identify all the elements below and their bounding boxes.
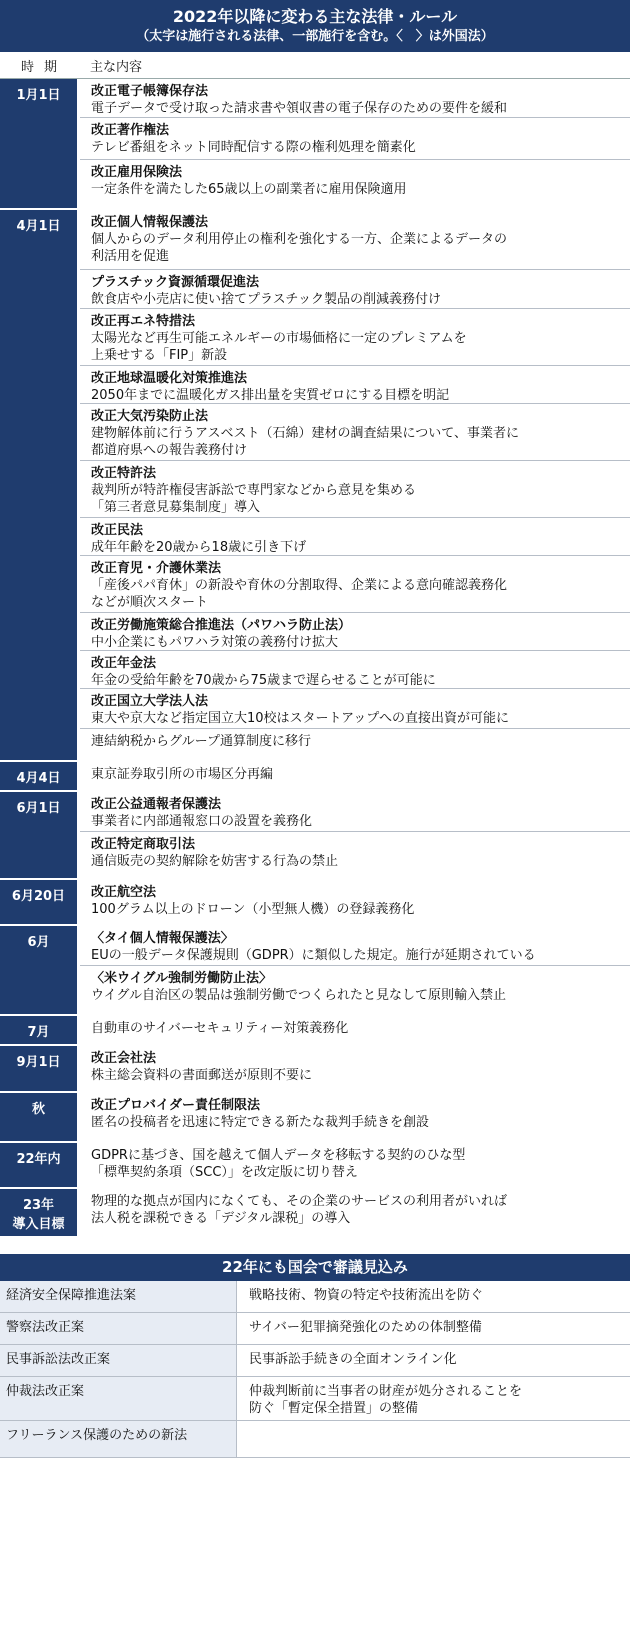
law-name: プラスチック資源循環促進法 <box>91 275 259 290</box>
law-description: 匿名の投稿者を迅速に特定できる新たな裁判手続きを創設 <box>91 1115 430 1130</box>
column-header-date: 時期 <box>20 59 67 75</box>
law-entry <box>80 1189 630 1236</box>
law-entry <box>80 651 630 689</box>
law-entry <box>80 966 630 1014</box>
law-name: 改正特定商取引法 <box>91 837 196 852</box>
law-name: 改正雇用保険法 <box>91 165 183 180</box>
law-description: GDPRに基づき、国を越えて個人データを移転する契約のひな型 「標準契約条項（SCC）」を改定版に切り替え <box>91 1148 466 1180</box>
bill-purpose: サイバー犯罪摘発強化のための体制整備 <box>249 1320 482 1335</box>
law-description: 東大や京大など指定国立大10校はスタートアップへの直接出資が可能に <box>91 711 509 726</box>
entry-list <box>80 1016 630 1044</box>
date-group <box>0 1143 630 1189</box>
date-label: 6月20日 <box>0 880 77 924</box>
law-name: 改正国立大学法人法 <box>91 694 209 709</box>
bill-row <box>0 1421 630 1458</box>
page-title: 2022年以降に変わる主な法律・ルール <box>172 7 458 26</box>
entry-list <box>80 1046 630 1091</box>
law-description: 飲食店や小売店に使い捨てプラスチック製品の削減義務付け <box>91 292 441 307</box>
law-entry <box>80 79 630 118</box>
law-name: 改正地球温暖化対策推進法 <box>91 371 248 386</box>
date-group <box>0 1189 630 1238</box>
date-group <box>0 210 630 762</box>
law-description: 個人からのデータ利用停止の権利を強化する一方、企業によるデータの 利活用を促進 <box>91 232 508 264</box>
law-entry <box>80 729 630 760</box>
law-description: EUの一般データ保護規則（GDPR）に類似した規定。施行が延期されている <box>91 948 536 963</box>
bill-purpose: 戦略技術、物資の特定や技術流出を防ぐ <box>249 1288 484 1303</box>
law-entry <box>80 832 630 878</box>
date-label: 6月1日 <box>0 792 77 878</box>
title-banner <box>0 0 630 52</box>
entry-list <box>80 1093 630 1141</box>
law-description: テレビ番組をネット同時配信する際の権利処理を簡素化 <box>91 140 416 155</box>
date-group <box>0 926 630 1016</box>
law-entry <box>80 1046 630 1091</box>
law-description: 「産後パパ育休」の新設や育休の分割取得、企業による意向確認義務化 などが順次スタート <box>91 578 508 610</box>
bill-name: 警察法改正案 <box>0 1313 237 1344</box>
entry-list <box>80 926 630 1014</box>
law-description: 連結納税からグループ通算制度に移行 <box>91 734 311 749</box>
law-description: 電子データで受け取った請求書や領収書の電子保存のための要件を緩和 <box>91 101 508 116</box>
law-entry <box>80 309 630 366</box>
date-group <box>0 1093 630 1143</box>
date-group <box>0 1046 630 1093</box>
entry-list <box>80 79 630 208</box>
law-name: 改正著作権法 <box>91 123 170 138</box>
bills-table <box>0 1281 630 1458</box>
date-group <box>0 1016 630 1046</box>
entry-list <box>80 792 630 878</box>
bill-name: 経済安全保障推進法案 <box>0 1281 237 1312</box>
entry-list <box>80 1143 630 1187</box>
bills-title: 22年にも国会で審議見込み <box>0 1254 630 1281</box>
law-entry <box>80 1143 630 1187</box>
law-entry <box>80 613 630 651</box>
law-name: 改正会社法 <box>91 1051 157 1066</box>
date-label: 23年 導入目標 <box>0 1189 77 1236</box>
law-description: 中小企業にもパワハラ対策の義務付け拡大 <box>91 635 339 650</box>
law-description: 100グラム以上のドローン（小型無人機）の登録義務化 <box>91 902 415 917</box>
page-subtitle: （太字は施行される法律、一部施行を含む。〈 〉は外国法） <box>136 29 494 44</box>
bill-name: フリーランス保護のための新法 <box>0 1421 237 1457</box>
law-name: 改正プロバイダー責任制限法 <box>91 1098 261 1113</box>
law-entry <box>80 404 630 461</box>
law-name: 改正個人情報保護法 <box>91 215 209 230</box>
law-description: 株主総会資料の書面郵送が原則不要に <box>91 1068 313 1083</box>
bill-purpose: 仲裁判断前に当事者の財産が処分されることを 防ぐ「暫定保全措置」の整備 <box>249 1384 523 1416</box>
date-label: 9月1日 <box>0 1046 77 1091</box>
law-name: 改正航空法 <box>91 885 157 900</box>
law-name: 改正大気汚染防止法 <box>91 409 209 424</box>
law-name: 改正労働施策総合推進法（パワハラ防止法） <box>91 618 352 633</box>
law-description: 建物解体前に行うアスベスト（石綿）建材の調査結果について、事業者に 都道府県への報告義務付け <box>91 426 519 458</box>
bill-purpose: 民事訴訟手続きの全面オンライン化 <box>249 1352 457 1367</box>
law-entry <box>80 270 630 309</box>
law-description: ウイグル自治区の製品は強制労働でつくられたと見なして原則輸入禁止 <box>91 988 506 1003</box>
column-header-content: 主な内容 <box>90 59 143 75</box>
date-label: 1月1日 <box>0 79 77 208</box>
law-description: 2050年までに温暖化ガス排出量を実質ゼロにする目標を明記 <box>91 388 450 403</box>
law-entry <box>80 880 630 924</box>
law-entry <box>80 118 630 160</box>
law-description: 通信販売の契約解除を妨害する行為の禁止 <box>91 854 339 869</box>
law-entry <box>80 762 630 790</box>
law-schedule-table <box>0 79 630 1238</box>
law-entry <box>80 689 630 729</box>
law-name: 改正特許法 <box>91 466 157 481</box>
entry-list <box>80 880 630 924</box>
law-description: 成年年齢を20歳から18歳に引き下げ <box>91 540 307 555</box>
law-entry <box>80 160 630 208</box>
law-entry <box>80 518 630 556</box>
law-name: 改正年金法 <box>91 656 157 671</box>
entry-list <box>80 762 630 790</box>
law-name: 〈米ウイグル強制労働防止法〉 <box>91 971 272 986</box>
law-name: 改正民法 <box>91 523 144 538</box>
bill-name: 仲裁法改正案 <box>0 1377 237 1420</box>
date-label: 22年内 <box>0 1143 77 1187</box>
law-entry <box>80 792 630 832</box>
law-name: 〈タイ個人情報保護法〉 <box>91 931 234 946</box>
date-label: 6月 <box>0 926 77 1014</box>
law-description: 東京証券取引所の市場区分再編 <box>91 767 274 782</box>
law-entry <box>80 366 630 404</box>
date-group <box>0 792 630 880</box>
law-entry <box>80 1016 630 1044</box>
entry-list <box>80 210 630 760</box>
date-label: 秋 <box>0 1093 77 1141</box>
date-group <box>0 79 630 210</box>
bill-row <box>0 1313 630 1345</box>
date-label: 4月1日 <box>0 210 77 760</box>
date-label: 4月4日 <box>0 762 77 790</box>
law-entry <box>80 1093 630 1141</box>
table-header <box>0 52 630 79</box>
date-label: 7月 <box>0 1016 77 1044</box>
entry-list <box>80 1189 630 1236</box>
law-description: 裁判所が特許権侵害訴訟で専門家などから意見を集める 「第三者意見募集制度」導入 <box>91 483 417 515</box>
date-group <box>0 880 630 926</box>
law-description: 一定条件を満たした65歳以上の副業者に雇用保険適用 <box>91 182 407 197</box>
law-description: 事業者に内部通報窓口の設置を義務化 <box>91 814 313 829</box>
law-entry <box>80 926 630 966</box>
bill-name: 民事訴訟法改正案 <box>0 1345 237 1376</box>
law-name: 改正電子帳簿保存法 <box>91 84 209 99</box>
bill-row <box>0 1377 630 1421</box>
law-entry <box>80 556 630 613</box>
law-description: 太陽光など再生可能エネルギーの市場価格に一定のプレミアムを 上乗せする「FIP」新設 <box>91 331 467 363</box>
bill-purpose <box>237 1421 630 1457</box>
law-description: 年金の受給年齢を70歳から75歳まで遅らせることが可能に <box>91 673 436 688</box>
law-name: 改正育児・介護休業法 <box>91 561 222 576</box>
law-description: 物理的な拠点が国内になくても、その企業のサービスの利用者がいれば 法人税を課税できる「デジタル課税」の導入 <box>91 1194 508 1226</box>
bill-row <box>0 1345 630 1377</box>
date-group <box>0 762 630 792</box>
bill-row <box>0 1281 630 1313</box>
law-name: 改正再エネ特措法 <box>91 314 196 329</box>
law-description: 自動車のサイバーセキュリティー対策義務化 <box>91 1021 349 1036</box>
law-entry <box>80 210 630 270</box>
law-name: 改正公益通報者保護法 <box>91 797 222 812</box>
law-entry <box>80 461 630 518</box>
